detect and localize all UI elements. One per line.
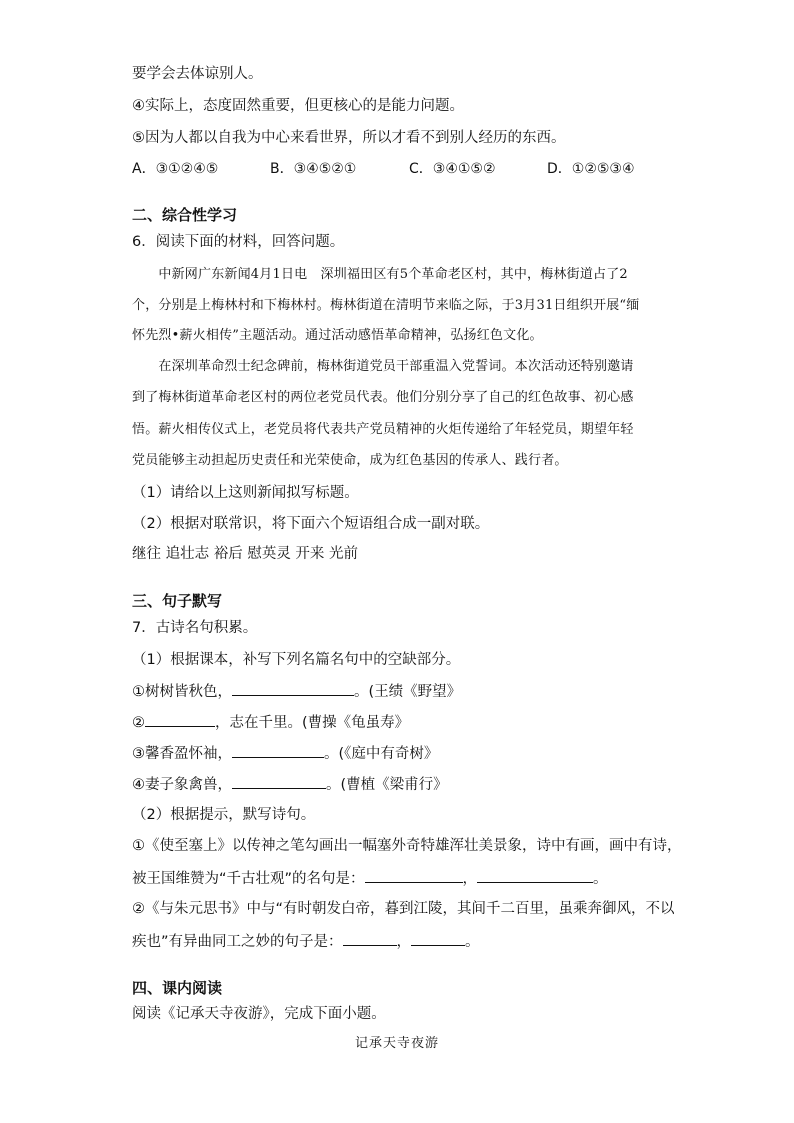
answer-blank[interactable] bbox=[232, 681, 354, 696]
news-line: 怀先烈•薪火相传”主题活动。通过活动感悟革命精神，弘扬红色文化。 bbox=[132, 328, 543, 343]
option-a: A．③①②④⑤ bbox=[132, 161, 219, 177]
poem-prompt-1b: 被王国维赞为“千古壮观”的名句是： ， 。 bbox=[132, 868, 608, 889]
q7-sub-1: （1）根据课本，补写下列名篇名句中的空缺部分。 bbox=[132, 652, 461, 668]
news-line: 悟。薪火相传仪式上，老党员将代表共产党员精神的火炬传递给了年轻党员，期望年轻 bbox=[132, 422, 634, 437]
option-d: D．①②⑤③④ bbox=[547, 161, 635, 177]
answer-blank[interactable] bbox=[411, 931, 465, 946]
q7-prompt: 7．古诗名句积累。 bbox=[132, 620, 258, 636]
answer-blank[interactable] bbox=[343, 931, 397, 946]
q5-continuation: 要学会去体谅别人。 bbox=[132, 66, 263, 82]
fill-line-3: ③馨香盈怀袖， 。(《庭中有奇树》 bbox=[132, 743, 438, 764]
fill-line-4: ④妻子象禽兽， 。(曹植《梁甫行》 bbox=[132, 774, 448, 795]
news-line: 中新网广东新闻4月1日电 深圳福田区有5个革命老区村，其中，梅林街道占了2 bbox=[132, 267, 628, 282]
couplet-phrases: 继往 追壮志 裕后 慰英灵 开来 光前 bbox=[132, 546, 359, 562]
news-line: 在深圳革命烈士纪念碑前，梅林街道党员干部重温入党誓词。本次活动还特别邀请 bbox=[132, 359, 634, 374]
answer-blank[interactable] bbox=[477, 868, 593, 883]
news-line: 党员能够主动担起历史责任和光荣使命，成为红色基因的传承人、践行者。 bbox=[132, 453, 568, 468]
q7-sub-2: （2）根据提示，默写诗句。 bbox=[132, 807, 316, 823]
option-b: B．③④⑤②① bbox=[270, 161, 357, 177]
section-heading-comprehensive: 二、综合性学习 bbox=[132, 206, 238, 224]
answer-blank[interactable] bbox=[365, 868, 463, 883]
q6-prompt: 6．阅读下面的材料，回答问题。 bbox=[132, 234, 345, 250]
section-heading-recitation: 三、句子默写 bbox=[132, 592, 223, 610]
reading-intro: 阅读《记承天寺夜游》，完成下面小题。 bbox=[132, 1006, 386, 1022]
q5-item-5: ⑤因为人都以自我为中心来看世界，所以才看不到别人经历的东西。 bbox=[132, 130, 566, 146]
poem-prompt-2a: ②《与朱元思书》中与“有时朝发白帝，暮到江陵，其间千二百里，虽乘奔御风，不以 bbox=[132, 901, 675, 917]
poem-prompt-2b: 疾也”有异曲同工之妙的句子是： ， 。 bbox=[132, 931, 480, 952]
passage-title: 记承天寺夜游 bbox=[354, 1036, 439, 1051]
section-heading-reading: 四、课内阅读 bbox=[132, 979, 223, 997]
option-c: C．③④①⑤② bbox=[409, 161, 496, 177]
news-line: 到了梅林街道革命老区村的两位老党员代表。他们分别分享了自己的红色故事、初心感 bbox=[132, 390, 634, 405]
fill-line-2: ② ，志在千里。(曹操《龟虽寿》 bbox=[132, 712, 409, 733]
news-line: 个，分别是上梅林村和下梅林村。梅林街道在清明节来临之际，于3月31日组织开展“缅 bbox=[132, 298, 640, 313]
q5-item-4: ④实际上，态度固然重要，但更核心的是能力问题。 bbox=[132, 98, 464, 114]
answer-blank[interactable] bbox=[145, 712, 215, 727]
fill-line-1: ①树树皆秋色， 。(王绩《野望》 bbox=[132, 681, 461, 702]
q6-sub-1: （1）请给以上这则新闻拟写标题。 bbox=[132, 485, 359, 501]
q6-sub-2: （2）根据对联常识，将下面六个短语组合成一副对联。 bbox=[132, 516, 490, 532]
answer-blank[interactable] bbox=[232, 774, 326, 789]
poem-prompt-1a: ①《使至塞上》以传神之笔勾画出一幅塞外奇特雄浑壮美景象，诗中有画，画中有诗， bbox=[132, 838, 682, 854]
answer-blank[interactable] bbox=[232, 743, 324, 758]
